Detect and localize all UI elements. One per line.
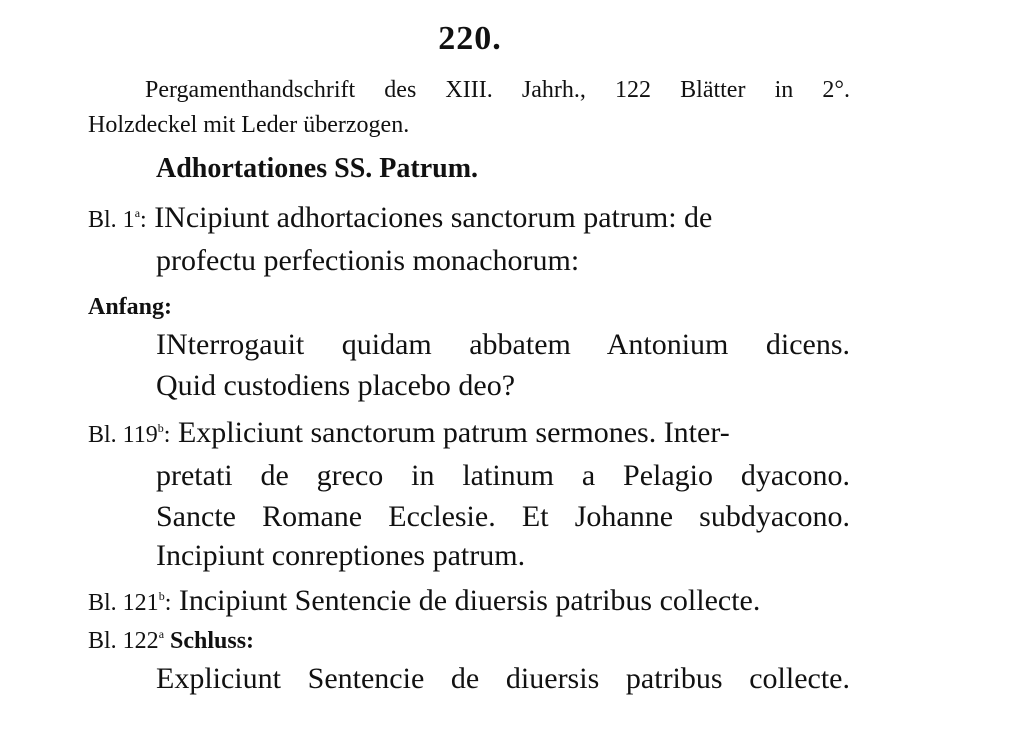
page-number: 220. [438,20,502,57]
explicit-text-line-3: Sancte Romane Ecclesie. Et Johanne subdyacono. [156,500,850,533]
work-title: Adhortationes SS. Patrum. [156,153,479,184]
schluss-entry [88,626,255,654]
anfang-text-line-2: Quid custodiens placebo deo? [156,369,516,402]
incipit-entry [88,203,850,233]
folio-reference-119b: Bl. 119$^b$: [88,420,171,448]
incipit-text-line-2: profectu perfectionis monachorum: [156,244,580,277]
explicit-entry [88,418,850,448]
incipit-text-line-1: INcipiunt adhortaciones sanctorum patrum: de [154,201,713,234]
sentencie-entry [88,586,850,616]
schluss-text-line-1: Expliciunt Sentencie de diuersis patribus collecte. [156,662,850,695]
anfang-text-line-1: INterrogauit quidam abbatem Antonium dicens. [156,328,850,361]
schluss-label: Schluss: [170,628,255,654]
folio-reference-121b: Bl. 121$^b$: [88,588,172,616]
manuscript-description-line-2: Holzdeckel mit Leder überzogen. [88,112,410,138]
explicit-text-line-4: Incipiunt conreptiones patrum. [156,539,526,572]
explicit-text-line-1: Expliciunt sanctorum patrum sermones. Inter- [177,416,730,449]
sentencie-text-line-1: Incipiunt Sentencie de diuersis patribus collecte. [178,584,761,617]
anfang-label: Anfang: [88,294,173,320]
explicit-text-line-2: pretati de greco in latinum a Pelagio dyacono. [156,459,850,492]
manuscript-description-line-1: Pergamenthandschrift des XIII. Jahrh., 122 Blätter in 2°. [145,77,850,103]
folio-reference-122a: Bl. 122$^a$ [88,626,165,654]
folio-reference-1a: Bl. 1$^a$: [88,205,147,233]
